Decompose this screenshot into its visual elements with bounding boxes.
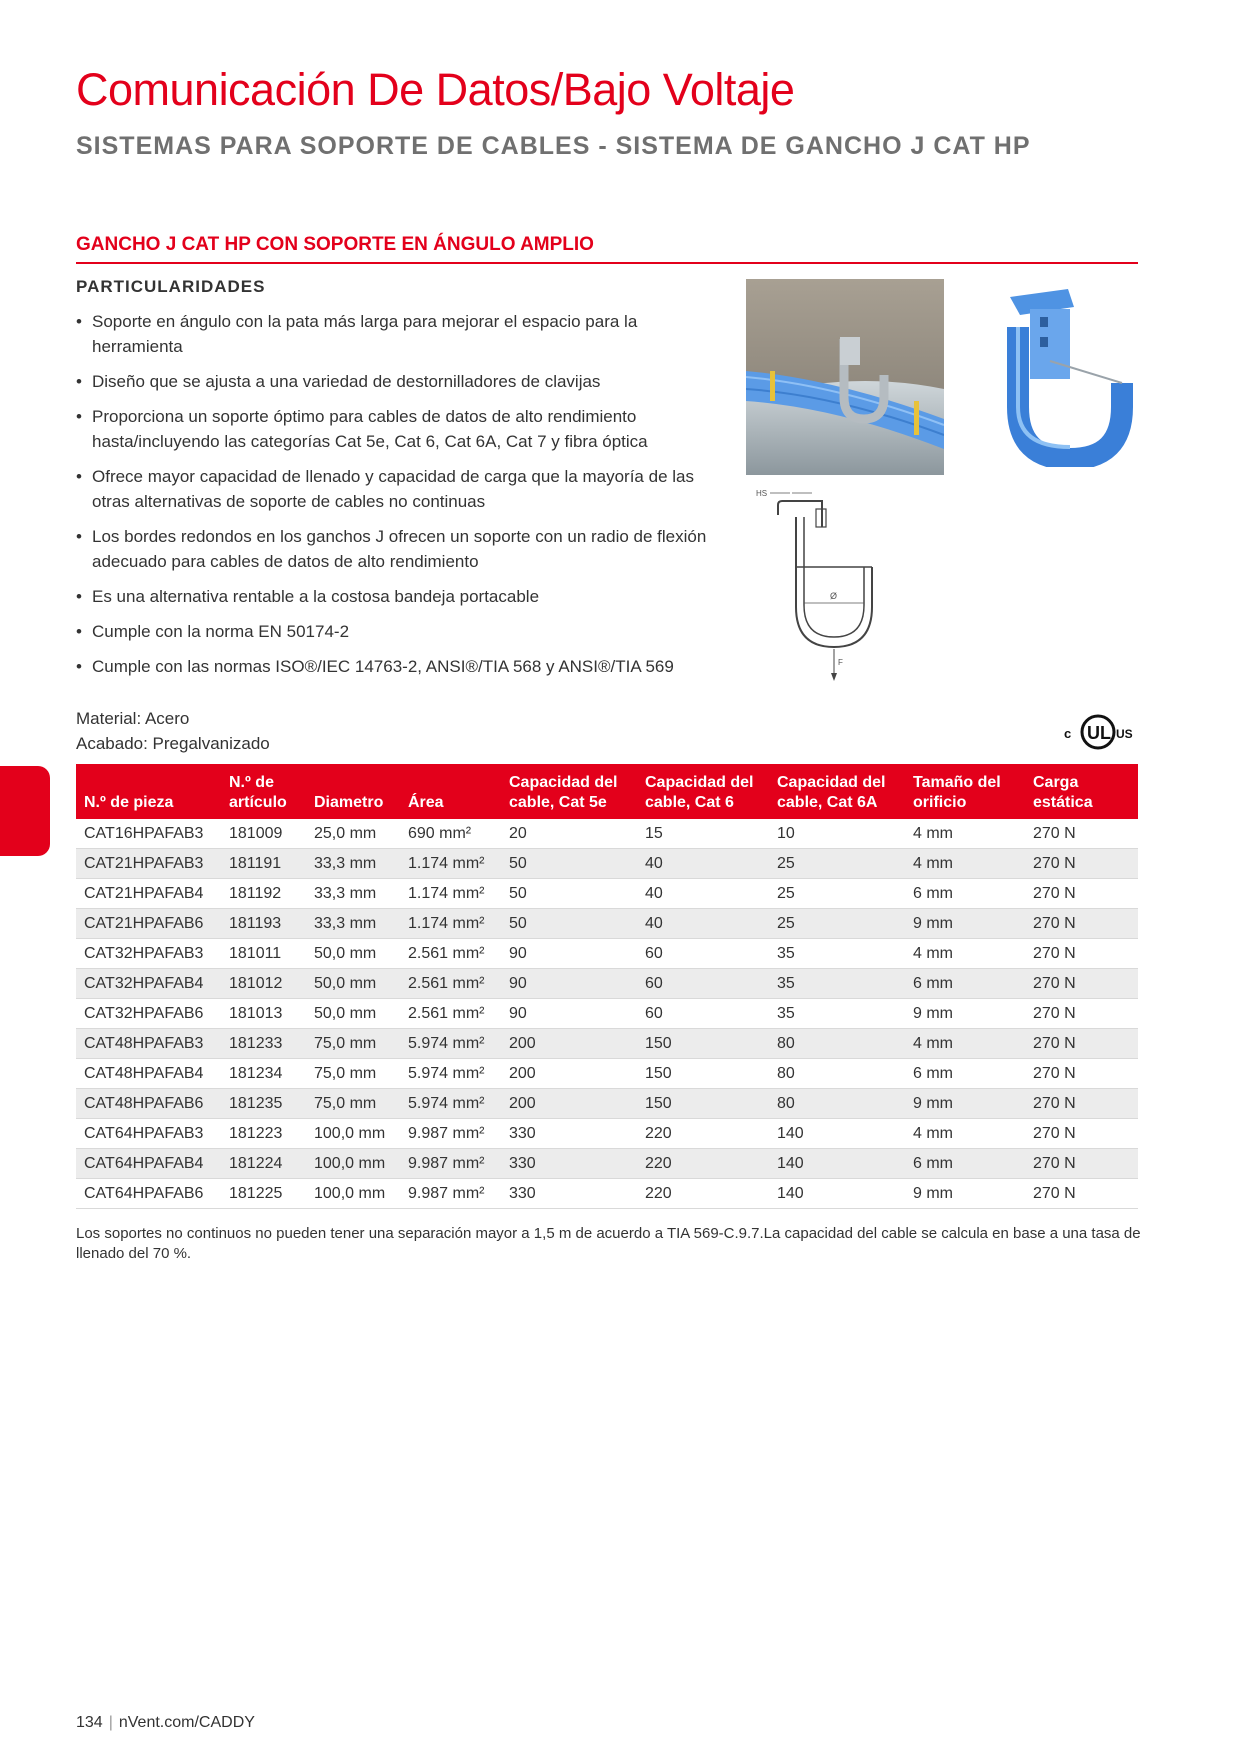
section-title: GANCHO J CAT HP CON SOPORTE EN ÁNGULO AMPLIO bbox=[76, 234, 1138, 264]
table-cell: 75,0 mm bbox=[306, 1059, 400, 1089]
bullet-icon: • bbox=[76, 407, 82, 426]
table-cell: CAT32HPAFAB4 bbox=[76, 969, 221, 999]
table-cell: 4 mm bbox=[905, 939, 1025, 969]
table-cell: 140 bbox=[769, 1179, 905, 1209]
table-cell: CAT48HPAFAB3 bbox=[76, 1029, 221, 1059]
table-cell: 181009 bbox=[221, 819, 306, 849]
table-body bbox=[76, 819, 1138, 1209]
table-cell: CAT64HPAFAB6 bbox=[76, 1179, 221, 1209]
bullet-icon: • bbox=[76, 372, 82, 391]
column-header: Carga estática bbox=[1025, 764, 1138, 819]
table-cell: 40 bbox=[637, 909, 769, 939]
drawing-label-force: F bbox=[838, 658, 843, 667]
table-row bbox=[76, 1179, 1138, 1209]
specifications-table bbox=[76, 764, 1138, 1209]
feature-text: Es una alternativa rentable a la costosa bandeja portacable bbox=[92, 587, 540, 606]
table-cell: 270 N bbox=[1025, 999, 1138, 1029]
table-cell: 75,0 mm bbox=[306, 1029, 400, 1059]
installation-photo bbox=[746, 279, 944, 475]
table-cell: 270 N bbox=[1025, 1029, 1138, 1059]
table-cell: 220 bbox=[637, 1179, 769, 1209]
table-row bbox=[76, 1089, 1138, 1119]
table-cell: CAT48HPAFAB4 bbox=[76, 1059, 221, 1089]
features-heading: PARTICULARIDADES bbox=[76, 277, 266, 296]
table-row bbox=[76, 879, 1138, 909]
table-cell: 50 bbox=[501, 879, 637, 909]
table-cell: 200 bbox=[501, 1029, 637, 1059]
feature-text: Cumple con las normas ISO®/IEC 14763-2, ANSI®/TIA 568 y ANSI®/TIA 569 bbox=[92, 657, 674, 676]
table-cell: 1.174 mm² bbox=[400, 909, 501, 939]
table-cell: 270 N bbox=[1025, 909, 1138, 939]
table-cell: 33,3 mm bbox=[306, 849, 400, 879]
table-cell: 50 bbox=[501, 909, 637, 939]
column-header: Capacidad del cable, Cat 6A bbox=[769, 764, 905, 819]
feature-text: Los bordes redondos en los ganchos J ofrecen un soporte con un radio de flexión adecuado para cables de datos de alto rendimiento bbox=[92, 527, 707, 571]
table-cell: 1.174 mm² bbox=[400, 879, 501, 909]
table-cell: 2.561 mm² bbox=[400, 969, 501, 999]
table-cell: 330 bbox=[501, 1149, 637, 1179]
feature-text: Soporte en ángulo con la pata más larga para mejorar el espacio para la herramienta bbox=[92, 312, 638, 356]
table-cell: 220 bbox=[637, 1119, 769, 1149]
table-cell: 9 mm bbox=[905, 999, 1025, 1029]
table-cell: CAT32HPAFAB6 bbox=[76, 999, 221, 1029]
table-cell: 100,0 mm bbox=[306, 1179, 400, 1209]
bullet-icon: • bbox=[76, 587, 82, 606]
table-cell: 181193 bbox=[221, 909, 306, 939]
table-cell: 9.987 mm² bbox=[400, 1149, 501, 1179]
ul-certification-logo bbox=[1062, 708, 1142, 752]
table-cell: 60 bbox=[637, 999, 769, 1029]
table-cell: 50,0 mm bbox=[306, 999, 400, 1029]
table-cell: 80 bbox=[769, 1089, 905, 1119]
table-cell: 6 mm bbox=[905, 969, 1025, 999]
table-cell: 90 bbox=[501, 969, 637, 999]
feature-item bbox=[76, 654, 726, 679]
table-cell: 181191 bbox=[221, 849, 306, 879]
features-list bbox=[76, 309, 726, 689]
table-cell: 9 mm bbox=[905, 909, 1025, 939]
table-cell: CAT16HPAFAB3 bbox=[76, 819, 221, 849]
table-cell: CAT48HPAFAB6 bbox=[76, 1089, 221, 1119]
table-cell: 181012 bbox=[221, 969, 306, 999]
bullet-icon: • bbox=[76, 312, 82, 331]
table-cell: CAT32HPAFAB3 bbox=[76, 939, 221, 969]
table-cell: 181011 bbox=[221, 939, 306, 969]
table-cell: 25 bbox=[769, 909, 905, 939]
feature-item bbox=[76, 524, 726, 574]
table-header-row bbox=[76, 764, 1138, 819]
table-cell: CAT64HPAFAB4 bbox=[76, 1149, 221, 1179]
column-header: Capacidad del cable, Cat 5e bbox=[501, 764, 637, 819]
table-cell: 90 bbox=[501, 999, 637, 1029]
table-cell: 50,0 mm bbox=[306, 969, 400, 999]
bullet-icon: • bbox=[76, 657, 82, 676]
bullet-icon: • bbox=[76, 622, 82, 641]
feature-text: Ofrece mayor capacidad de llenado y capacidad de carga que la mayoría de las otras alternativas de soporte de cables no continuas bbox=[92, 467, 694, 511]
page-footer bbox=[76, 1714, 255, 1732]
table-cell: 270 N bbox=[1025, 1149, 1138, 1179]
table-cell: 270 N bbox=[1025, 1119, 1138, 1149]
footer-separator: | bbox=[108, 1714, 113, 1731]
feature-item bbox=[76, 584, 726, 609]
table-cell: 270 N bbox=[1025, 849, 1138, 879]
feature-text: Proporciona un soporte óptimo para cables de datos de alto rendimiento hasta/incluyendo las categorías Cat 5e, Cat 6, Cat 6A, Cat 7 y fibra óptica bbox=[92, 407, 648, 451]
bullet-icon: • bbox=[76, 467, 82, 486]
table-row bbox=[76, 999, 1138, 1029]
table-row bbox=[76, 1029, 1138, 1059]
table-cell: 181013 bbox=[221, 999, 306, 1029]
table-cell: 330 bbox=[501, 1119, 637, 1149]
table-cell: 80 bbox=[769, 1059, 905, 1089]
table-cell: 6 mm bbox=[905, 1149, 1025, 1179]
table-cell: 181192 bbox=[221, 879, 306, 909]
table-cell: CAT64HPAFAB3 bbox=[76, 1119, 221, 1149]
footer-website-link[interactable]: nVent.com/CADDY bbox=[118, 1714, 255, 1731]
table-cell: 181223 bbox=[221, 1119, 306, 1149]
table-row bbox=[76, 969, 1138, 999]
table-cell: 35 bbox=[769, 939, 905, 969]
column-header: Área bbox=[400, 764, 501, 819]
feature-item bbox=[76, 369, 726, 394]
table-cell: 150 bbox=[637, 1059, 769, 1089]
table-cell: 181235 bbox=[221, 1089, 306, 1119]
table-cell: 4 mm bbox=[905, 1029, 1025, 1059]
table-cell: 25,0 mm bbox=[306, 819, 400, 849]
table-cell: 181224 bbox=[221, 1149, 306, 1179]
table-cell: 15 bbox=[637, 819, 769, 849]
table-cell: 40 bbox=[637, 879, 769, 909]
table-row bbox=[76, 819, 1138, 849]
table-cell: 4 mm bbox=[905, 819, 1025, 849]
table-cell: 6 mm bbox=[905, 879, 1025, 909]
table-cell: 90 bbox=[501, 939, 637, 969]
table-cell: 60 bbox=[637, 939, 769, 969]
table-cell: 25 bbox=[769, 879, 905, 909]
ul-letters: UL bbox=[1087, 723, 1111, 743]
ul-c-letter: c bbox=[1064, 726, 1072, 741]
page-title: Comunicación De Datos/Bajo Voltaje bbox=[76, 64, 795, 115]
column-header: Diametro bbox=[306, 764, 400, 819]
column-header: Capacidad del cable, Cat 6 bbox=[637, 764, 769, 819]
table-cell: 181225 bbox=[221, 1179, 306, 1209]
product-photo bbox=[990, 287, 1140, 467]
page-number: 134 bbox=[76, 1714, 103, 1731]
table-cell: 140 bbox=[769, 1149, 905, 1179]
column-header: N.º de artículo bbox=[221, 764, 306, 819]
table-cell: 330 bbox=[501, 1179, 637, 1209]
table-row bbox=[76, 849, 1138, 879]
feature-text: Diseño que se ajusta a una variedad de destornilladores de clavijas bbox=[92, 372, 601, 391]
table-cell: 150 bbox=[637, 1089, 769, 1119]
table-cell: 100,0 mm bbox=[306, 1119, 400, 1149]
column-header: N.º de pieza bbox=[76, 764, 221, 819]
column-header: Tamaño del orificio bbox=[905, 764, 1025, 819]
table-cell: 181233 bbox=[221, 1029, 306, 1059]
table-cell: 181234 bbox=[221, 1059, 306, 1089]
table-cell: 33,3 mm bbox=[306, 879, 400, 909]
side-tab bbox=[0, 766, 50, 856]
table-cell: 270 N bbox=[1025, 1089, 1138, 1119]
feature-item bbox=[76, 404, 726, 454]
drawing-label-diameter: Ø bbox=[830, 591, 838, 601]
table-cell: 690 mm² bbox=[400, 819, 501, 849]
table-cell: 5.974 mm² bbox=[400, 1059, 501, 1089]
table-cell: 5.974 mm² bbox=[400, 1029, 501, 1059]
table-cell: 150 bbox=[637, 1029, 769, 1059]
table-cell: 5.974 mm² bbox=[400, 1089, 501, 1119]
table-cell: 2.561 mm² bbox=[400, 999, 501, 1029]
table-cell: 35 bbox=[769, 999, 905, 1029]
table-cell: 4 mm bbox=[905, 849, 1025, 879]
table-cell: 10 bbox=[769, 819, 905, 849]
table-cell: 60 bbox=[637, 969, 769, 999]
table-cell: 33,3 mm bbox=[306, 909, 400, 939]
table-cell: 4 mm bbox=[905, 1119, 1025, 1149]
table-row bbox=[76, 909, 1138, 939]
table-cell: 270 N bbox=[1025, 1179, 1138, 1209]
table-cell: 6 mm bbox=[905, 1059, 1025, 1089]
table-cell: CAT21HPAFAB3 bbox=[76, 849, 221, 879]
table-cell: 220 bbox=[637, 1149, 769, 1179]
table-cell: 80 bbox=[769, 1029, 905, 1059]
table-cell: 200 bbox=[501, 1089, 637, 1119]
table-cell: 25 bbox=[769, 849, 905, 879]
table-cell: 9 mm bbox=[905, 1179, 1025, 1209]
finish-text: Acabado: Pregalvanizado bbox=[76, 734, 270, 753]
table-cell: 9.987 mm² bbox=[400, 1119, 501, 1149]
table-cell: 140 bbox=[769, 1119, 905, 1149]
table-cell: 20 bbox=[501, 819, 637, 849]
footnote: Los soportes no continuos no pueden tener una separación mayor a 1,5 m de acuerdo a TIA 569-C.9.7.La capacidad del cable se calcula en base a una tasa de llenado del 70 %. bbox=[76, 1225, 1141, 1262]
ul-us-letters: US bbox=[1116, 727, 1133, 741]
bullet-icon: • bbox=[76, 527, 82, 546]
page-subtitle: SISTEMAS PARA SOPORTE DE CABLES - SISTEMA DE GANCHO J CAT HP bbox=[76, 132, 1031, 160]
table-cell: 1.174 mm² bbox=[400, 849, 501, 879]
technical-drawing bbox=[756, 487, 886, 687]
table-cell: 270 N bbox=[1025, 939, 1138, 969]
table-row bbox=[76, 1119, 1138, 1149]
table-cell: 35 bbox=[769, 969, 905, 999]
table-cell: 270 N bbox=[1025, 969, 1138, 999]
feature-item bbox=[76, 464, 726, 514]
table-cell: 75,0 mm bbox=[306, 1089, 400, 1119]
table-cell: 9.987 mm² bbox=[400, 1179, 501, 1209]
table-cell: 50,0 mm bbox=[306, 939, 400, 969]
table-cell: 270 N bbox=[1025, 879, 1138, 909]
table-cell: CAT21HPAFAB4 bbox=[76, 879, 221, 909]
feature-text: Cumple con la norma EN 50174-2 bbox=[92, 622, 350, 641]
table-row bbox=[76, 1059, 1138, 1089]
material-text: Material: Acero bbox=[76, 709, 190, 728]
table-cell: 50 bbox=[501, 849, 637, 879]
table-cell: 40 bbox=[637, 849, 769, 879]
table-cell: CAT21HPAFAB6 bbox=[76, 909, 221, 939]
feature-item bbox=[76, 619, 726, 644]
table-cell: 2.561 mm² bbox=[400, 939, 501, 969]
feature-item bbox=[76, 309, 726, 359]
table-cell: 100,0 mm bbox=[306, 1149, 400, 1179]
table-row bbox=[76, 939, 1138, 969]
table-cell: 9 mm bbox=[905, 1089, 1025, 1119]
table-cell: 200 bbox=[501, 1059, 637, 1089]
table-row bbox=[76, 1149, 1138, 1179]
drawing-label-hs: HS bbox=[756, 489, 768, 498]
table-cell: 270 N bbox=[1025, 819, 1138, 849]
table-cell: 270 N bbox=[1025, 1059, 1138, 1089]
